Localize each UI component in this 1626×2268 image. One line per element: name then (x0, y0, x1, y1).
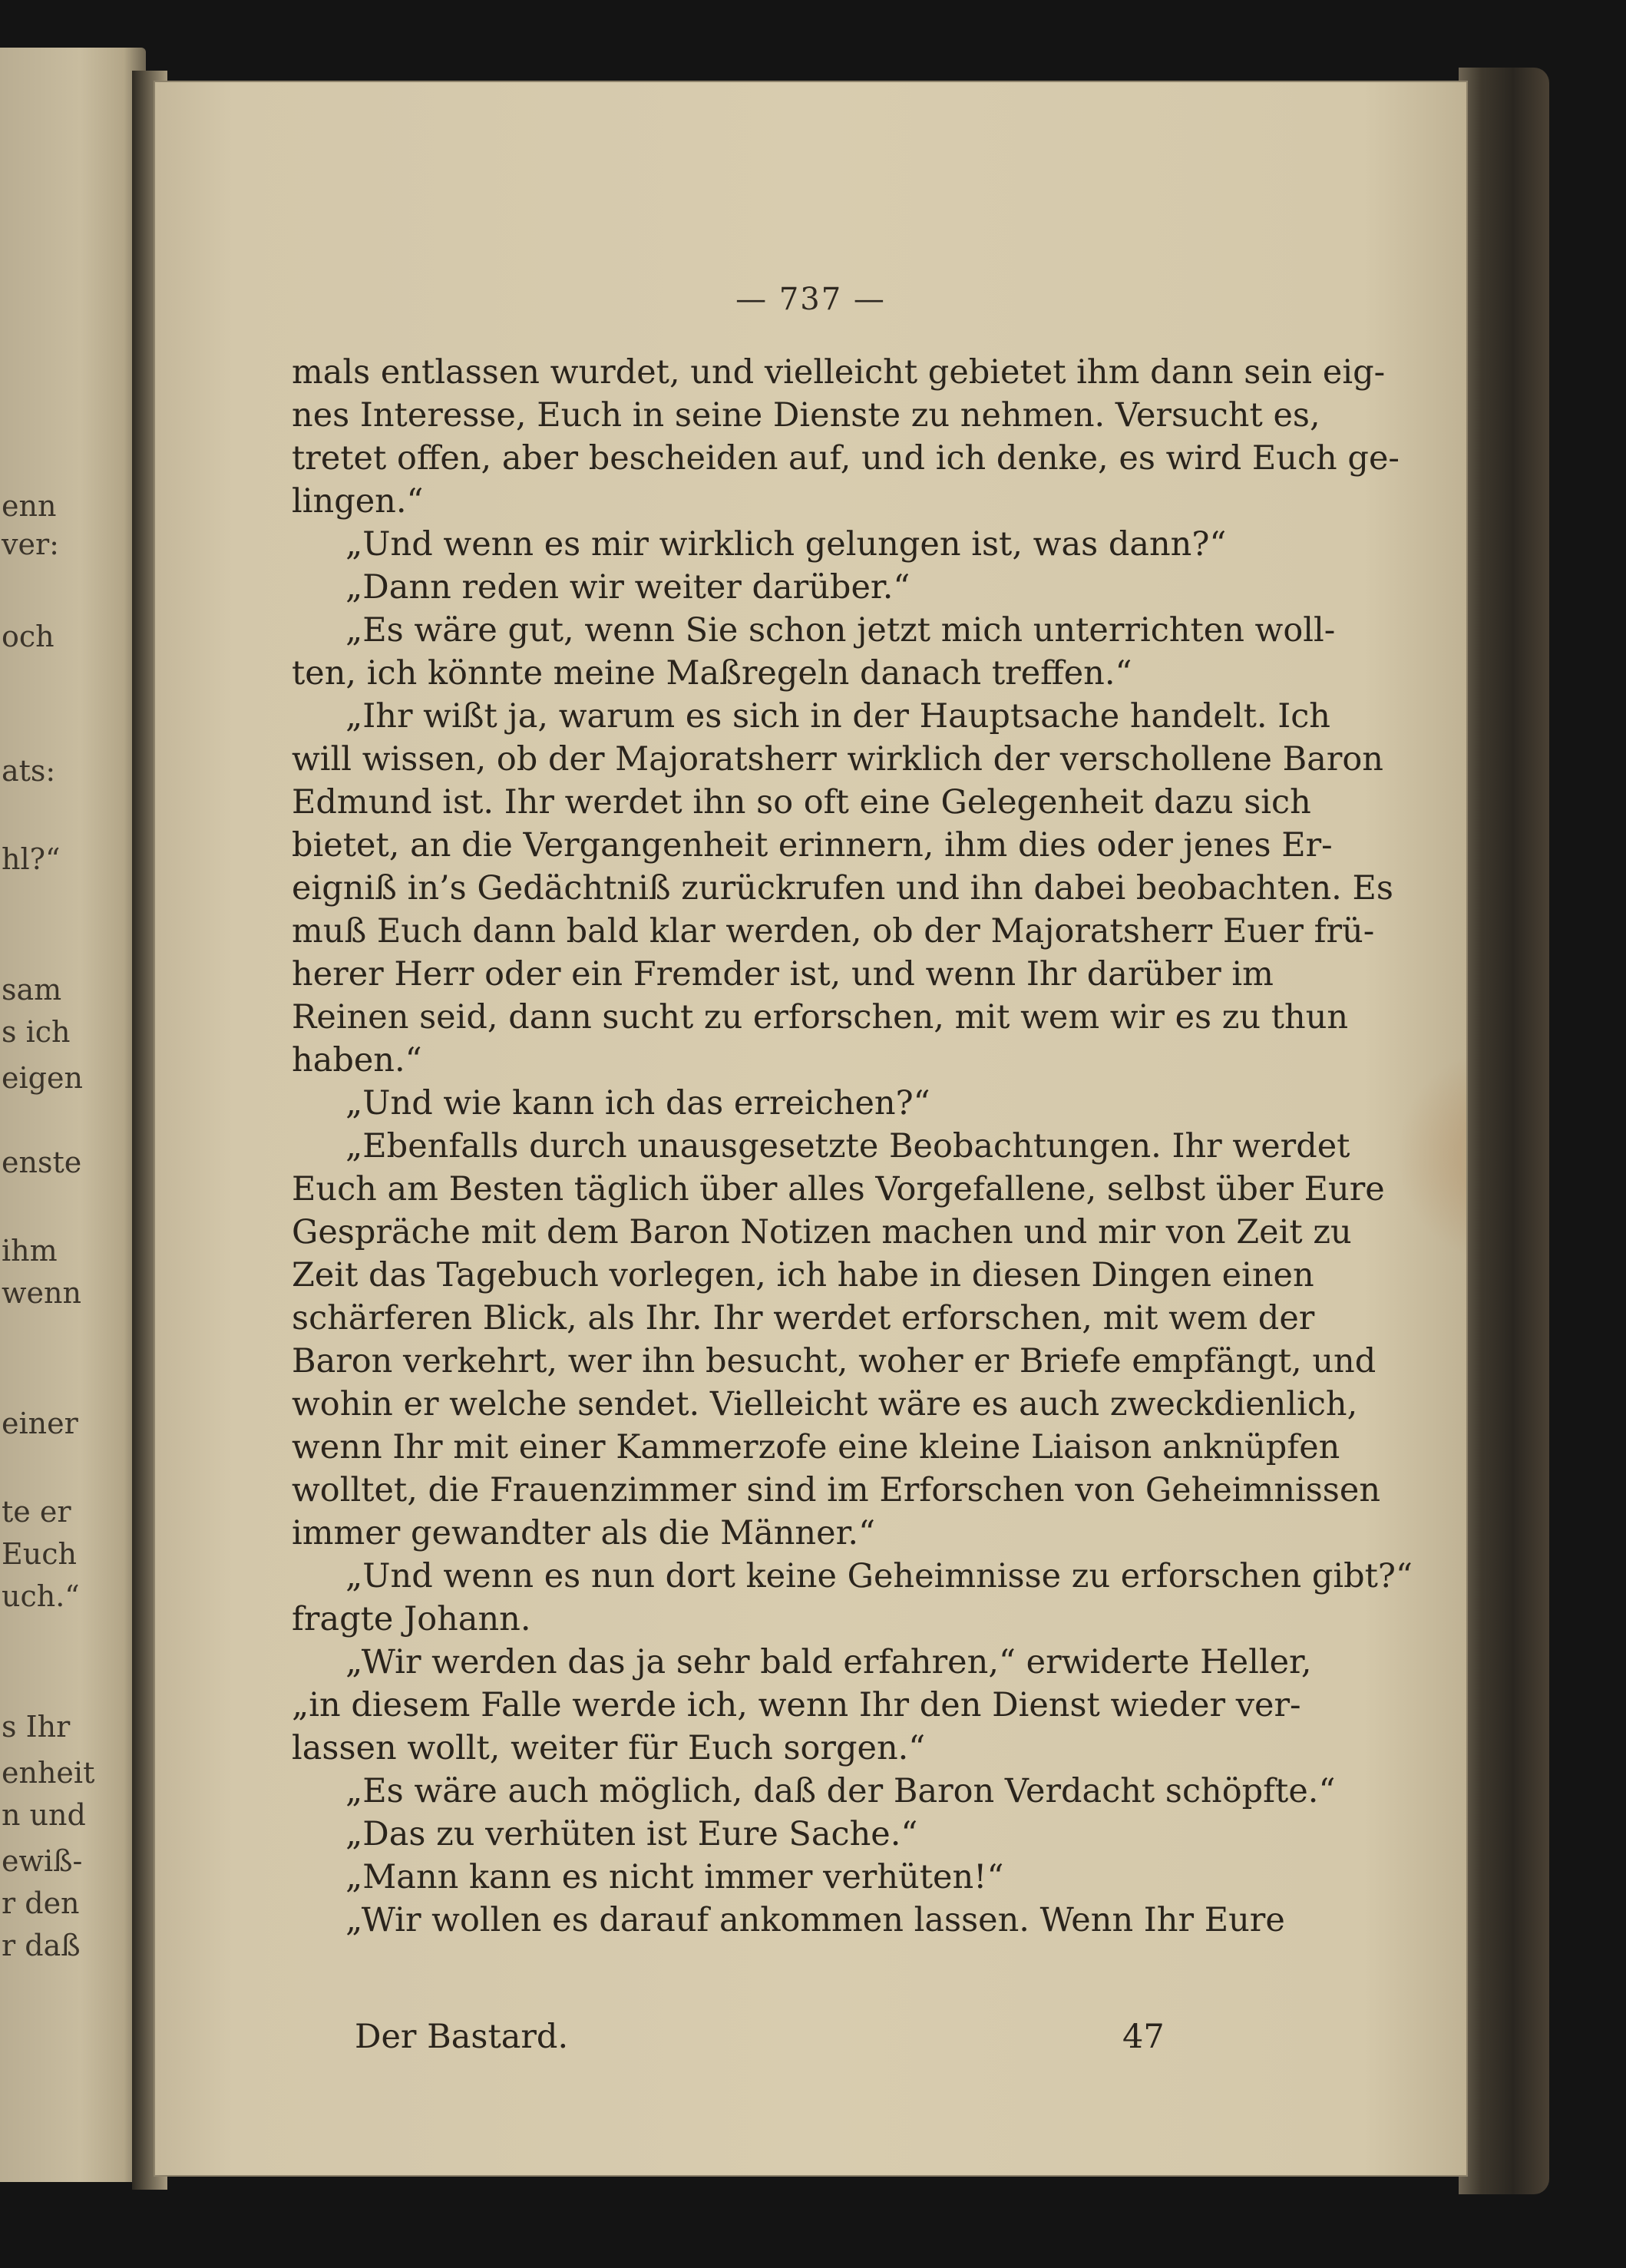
text-line: Reinen seid, dann sucht zu erforschen, mit wem wir es zu thun (292, 998, 1349, 1036)
left-facing-page (0, 48, 146, 2182)
text-line: bietet, an die Vergangenheit erinnern, ihm dies oder jenes Er- (292, 826, 1333, 865)
text-line: „Das zu verhüten ist Eure Sache.“ (345, 1815, 918, 1853)
left-page-text-fragment: ver: (2, 527, 59, 561)
text-line: schärferen Blick, als Ihr. Ihr werdet erforschen, mit wem der (292, 1299, 1315, 1337)
text-line: „Mann kann es nicht immer verhüten!“ (345, 1858, 1004, 1896)
text-line: „Ebenfalls durch unausgesetzte Beobachtungen. Ihr werdet (345, 1127, 1350, 1165)
text-line: tretet offen, aber bescheiden auf, und ich denke, es wird Euch ge- (292, 439, 1400, 478)
left-page-text-fragment: och (2, 620, 55, 653)
footer-book-title: Der Bastard. (355, 2018, 569, 2056)
text-line: „Dann reden wir weiter darüber.“ (345, 568, 910, 607)
text-line: mals entlassen wurdet, und vielleicht gebietet ihm dann sein eig- (292, 353, 1386, 392)
text-line: fragte Johann. (292, 1600, 531, 1638)
page-number: — 737 — (735, 282, 886, 317)
left-page-text-fragment: r daß (2, 1929, 81, 1962)
text-line: „Es wäre gut, wenn Sie schon jetzt mich unterrichten woll- (345, 611, 1336, 650)
left-page-text-fragment: enste (2, 1146, 82, 1179)
left-page-text-fragment: enn (2, 489, 57, 523)
text-line: „Wir werden das ja sehr bald erfahren,“ erwiderte Heller, (345, 1643, 1312, 1681)
left-page-text-fragment: hl?“ (2, 842, 61, 876)
left-page-text-fragment: te er (2, 1495, 71, 1529)
text-line: „Es wäre auch möglich, daß der Baron Verdacht schöpfte.“ (345, 1772, 1336, 1810)
text-line: Edmund ist. Ihr werdet ihn so oft eine Gelegenheit dazu sich (292, 783, 1311, 822)
text-line: haben.“ (292, 1041, 422, 1079)
text-line: eigniß in’s Gedächtniß zurückrufen und ihn dabei beobachten. Es (292, 869, 1393, 908)
left-page-text-fragment: s ich (2, 1015, 71, 1049)
text-line: nes Interesse, Euch in seine Dienste zu nehmen. Versucht es, (292, 396, 1320, 435)
left-page-text-fragment: uch.“ (2, 1579, 80, 1613)
text-line: Euch am Besten täglich über alles Vorgefallene, selbst über Eure (292, 1170, 1385, 1208)
left-page-text-fragment: ewiß- (2, 1844, 83, 1878)
text-line: wolltet, die Frauenzimmer sind im Erforschen von Geheimnissen (292, 1471, 1381, 1509)
text-line: muß Euch dann bald klar werden, ob der Majoratsherr Euer frü- (292, 912, 1375, 951)
page-footer (154, 2015, 1468, 2058)
text-line: „Und wie kann ich das erreichen?“ (345, 1084, 930, 1122)
text-line: „Wir wollen es darauf ankommen lassen. Wenn Ihr Eure (345, 1901, 1285, 1939)
text-line: ten, ich könnte meine Maßregeln danach treffen.“ (292, 654, 1132, 693)
text-line: wenn Ihr mit einer Kammerzofe eine kleine Liaison anknüpfen (292, 1428, 1340, 1466)
text-line: Baron verkehrt, wer ihn besucht, woher er Briefe empfängt, und (292, 1342, 1376, 1380)
text-line: immer gewandter als die Männer.“ (292, 1514, 876, 1552)
left-page-text-fragment: r den (2, 1886, 80, 1920)
left-page-text-fragment: eigen (2, 1061, 83, 1095)
text-line: lingen.“ (292, 482, 424, 521)
left-page-text-fragment: s Ihr (2, 1710, 71, 1744)
left-page-text-fragment: n und (2, 1798, 86, 1832)
text-line: herer Herr oder ein Fremder ist, und wenn Ihr darüber im (292, 955, 1274, 993)
text-line: lassen wollt, weiter für Euch sorgen.“ (292, 1729, 926, 1767)
text-line: „in diesem Falle werde ich, wenn Ihr den Dienst wieder ver- (292, 1686, 1301, 1724)
left-page-text-fragment: wenn (2, 1276, 81, 1310)
text-line: „Und wenn es mir wirklich gelungen ist, was dann?“ (345, 525, 1227, 564)
text-line: Gespräche mit dem Baron Notizen machen und mir von Zeit zu (292, 1213, 1352, 1251)
book-page (154, 81, 1468, 2177)
left-page-text-fragment: ihm (2, 1234, 58, 1268)
left-page-text-fragment: Euch (2, 1537, 77, 1571)
footer-signature-mark: 47 (1122, 2018, 1165, 2056)
book-cover-edge (1459, 68, 1549, 2194)
left-page-text-fragment: ats: (2, 754, 56, 788)
text-line: Zeit das Tagebuch vorlegen, ich habe in diesen Dingen einen (292, 1256, 1314, 1294)
left-page-text-fragment: einer (2, 1407, 78, 1440)
page-text (292, 351, 1413, 1942)
text-line: will wissen, ob der Majoratsherr wirklich der verschollene Baron (292, 740, 1384, 779)
left-page-text-fragment: sam (2, 973, 62, 1007)
text-line: „Und wenn es nun dort keine Geheimnisse zu erforschen gibt?“ (345, 1557, 1413, 1595)
left-page-text-fragment: enheit (2, 1756, 95, 1790)
text-line: „Ihr wißt ja, warum es sich in der Hauptsache handelt. Ich (345, 697, 1330, 736)
text-line: wohin er welche sendet. Vielleicht wäre es auch zweckdienlich, (292, 1385, 1358, 1423)
